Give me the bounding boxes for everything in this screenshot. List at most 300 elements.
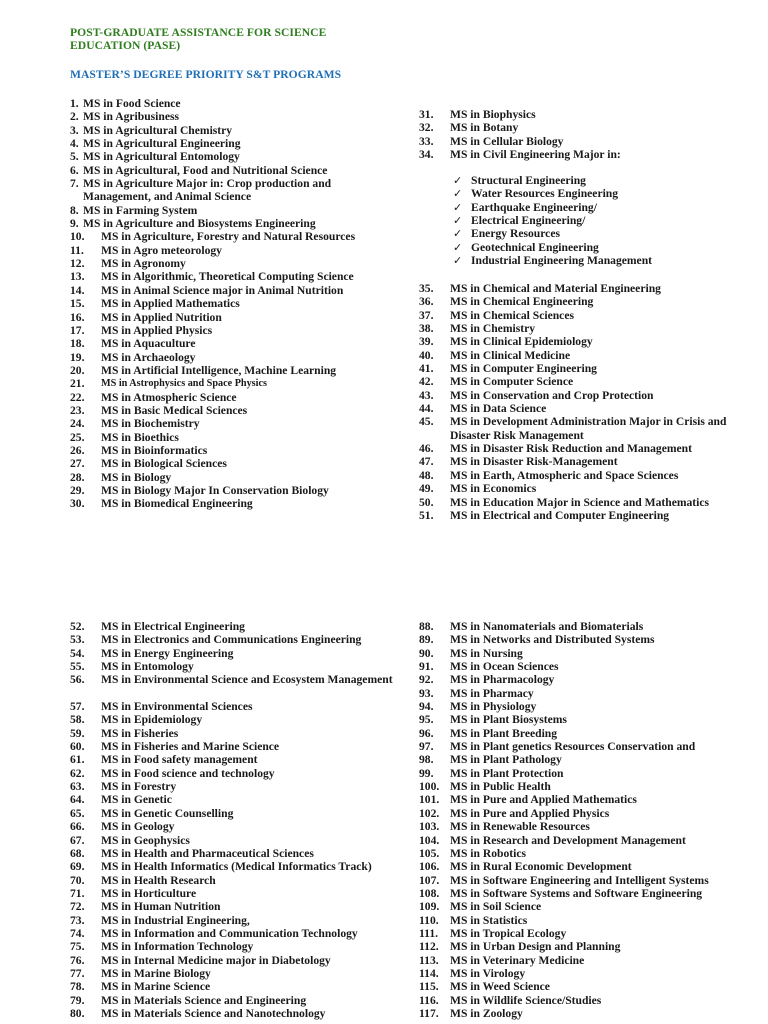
program-name: MS in Agricultural Chemistry xyxy=(83,123,233,137)
program-item xyxy=(70,967,400,980)
program-item xyxy=(419,900,749,913)
program-item xyxy=(70,673,400,700)
program-name: MS in Electronics and Communications Engineering xyxy=(101,633,362,647)
program-name: MS in Horticulture xyxy=(101,886,197,900)
program-item xyxy=(70,217,410,230)
checkmark-icon: ✓ xyxy=(453,174,463,187)
program-item xyxy=(419,389,749,402)
program-number: 91. xyxy=(419,660,434,674)
program-number: 41. xyxy=(419,362,434,376)
program-item xyxy=(70,887,400,900)
program-item xyxy=(419,994,749,1007)
program-item xyxy=(419,967,749,980)
program-item xyxy=(70,337,410,350)
program-item xyxy=(419,980,749,993)
program-number: 64. xyxy=(70,793,85,807)
program-number: 56. xyxy=(70,673,85,687)
civil-major-name: Earthquake Engineering/ xyxy=(471,200,597,214)
program-number: 42. xyxy=(419,375,434,389)
program-name: MS in Geophysics xyxy=(101,833,190,847)
checkmark-icon: ✓ xyxy=(453,227,463,241)
program-name: MS in Statistics xyxy=(450,913,528,927)
program-name: MS in Nursing xyxy=(450,646,523,660)
program-item xyxy=(419,713,749,726)
program-number: 16. xyxy=(70,310,85,324)
civil-major-item xyxy=(453,241,753,254)
program-number: 49. xyxy=(419,482,434,496)
civil-major-item xyxy=(453,174,753,187)
program-number: 51. xyxy=(419,508,434,522)
program-item xyxy=(419,415,749,442)
program-item xyxy=(419,295,749,308)
program-item xyxy=(70,417,410,430)
program-name: MS in Weed Science xyxy=(450,980,550,994)
program-item xyxy=(70,914,400,927)
program-name: MS in Epidemiology xyxy=(101,713,203,727)
program-number: 53. xyxy=(70,633,85,647)
program-item xyxy=(70,324,410,337)
program-name: MS in Electrical Engineering xyxy=(101,620,245,633)
program-number: 88. xyxy=(419,620,434,633)
program-number: 24. xyxy=(70,417,85,431)
program-number: 25. xyxy=(70,430,85,444)
program-name: MS in Tropical Ecology xyxy=(450,926,567,940)
program-name: MS in Energy Engineering xyxy=(101,646,234,660)
program-item xyxy=(419,496,749,509)
program-name: MS in Farming System xyxy=(83,203,198,217)
program-item xyxy=(70,110,410,123)
program-item xyxy=(419,633,749,646)
program-number: 62. xyxy=(70,766,85,780)
program-item xyxy=(419,335,749,348)
program-item xyxy=(419,887,749,900)
program-name: MS in Agricultural Entomology xyxy=(83,150,240,164)
checkmark-icon: ✓ xyxy=(453,187,463,201)
program-name: MS in Renewable Resources xyxy=(450,820,590,834)
program-name: MS in Economics xyxy=(450,482,537,496)
program-number: 115. xyxy=(419,980,439,994)
program-number: 18. xyxy=(70,337,85,351)
program-item xyxy=(419,349,749,362)
program-item xyxy=(70,471,410,484)
program-number: 109. xyxy=(419,900,440,914)
program-number: 36. xyxy=(419,295,434,309)
program-item xyxy=(70,484,410,497)
program-name: MS in Applied Physics xyxy=(101,323,213,337)
program-item xyxy=(70,740,400,753)
program-list-col2b xyxy=(419,282,749,522)
program-item xyxy=(70,780,400,793)
program-item xyxy=(419,469,749,482)
program-item xyxy=(70,270,410,283)
program-number: 45. xyxy=(419,415,434,429)
program-name: MS in Plant Pathology xyxy=(450,753,562,767)
program-name: MS in Chemical and Material Engineering xyxy=(450,282,661,295)
program-name: MS in Chemical Sciences xyxy=(450,308,574,322)
program-number: 75. xyxy=(70,940,85,954)
program-item xyxy=(419,940,749,953)
program-item xyxy=(70,767,400,780)
program-name: MS in Bioethics xyxy=(101,430,179,444)
program-item xyxy=(419,375,749,388)
program-name: MS in Fisheries and Marine Science xyxy=(101,740,280,754)
program-number: 72. xyxy=(70,900,85,914)
program-name: MS in Forestry xyxy=(101,780,177,794)
program-name: MS in Botany xyxy=(450,121,519,135)
program-item xyxy=(419,820,749,833)
program-name: MS in Materials Science and Engineering xyxy=(101,993,307,1007)
program-item xyxy=(70,497,410,510)
program-item xyxy=(70,124,410,137)
program-item xyxy=(419,620,749,633)
program-item xyxy=(419,121,749,134)
program-item xyxy=(70,404,410,417)
program-item xyxy=(70,377,410,390)
program-name: MS in Computer Science xyxy=(450,375,574,389)
section-heading: MASTER’S DEGREE PRIORITY S&T PROGRAMS xyxy=(70,68,342,81)
program-number: 70. xyxy=(70,873,85,887)
program-number: 35. xyxy=(419,282,434,295)
program-name: MS in Pharmacy xyxy=(450,686,534,700)
program-item xyxy=(70,860,400,873)
program-name: MS in Agribusiness xyxy=(83,110,179,124)
program-item xyxy=(70,150,410,163)
program-name: MS in Agricultural Engineering xyxy=(83,137,241,151)
program-name: MS in Health and Pharmaceutical Sciences xyxy=(101,846,314,860)
program-item xyxy=(70,900,400,913)
program-number: 116. xyxy=(419,993,439,1007)
program-name: MS in Biomedical Engineering xyxy=(101,497,253,511)
program-number: 3. xyxy=(70,123,79,137)
program-number: 94. xyxy=(419,700,434,714)
program-name: MS in Information and Communication Technology xyxy=(101,926,358,940)
program-number: 79. xyxy=(70,993,85,1007)
program-number: 71. xyxy=(70,886,85,900)
program-name: MS in Civil Engineering Major in: xyxy=(450,148,621,162)
program-number: 15. xyxy=(70,297,85,311)
program-item xyxy=(70,297,410,310)
program-number: 99. xyxy=(419,766,434,780)
program-name: MS in Astrophysics and Space Physics xyxy=(101,378,267,390)
program-number: 69. xyxy=(70,860,85,874)
checkmark-icon: ✓ xyxy=(453,254,463,268)
program-name: MS in Biochemistry xyxy=(101,417,200,431)
program-name: MS in Earth, Atmospheric and Space Sciences xyxy=(450,468,679,482)
program-number: 32. xyxy=(419,121,434,135)
program-item xyxy=(70,311,410,324)
program-number: 105. xyxy=(419,846,440,860)
program-item xyxy=(70,633,400,646)
program-name: MS in Data Science xyxy=(450,402,547,416)
civil-major-item xyxy=(453,201,753,214)
program-name: MS in Health Informatics (Medical Informatics Track) xyxy=(101,860,372,874)
program-name: MS in Artificial Intelligence, Machine Learning xyxy=(101,363,337,377)
program-item xyxy=(419,767,749,780)
program-name: MS in Public Health xyxy=(450,780,551,794)
program-name: MS in Robotics xyxy=(450,846,527,860)
program-item xyxy=(419,282,749,295)
program-name: MS in Disaster Risk-Management xyxy=(450,455,618,469)
program-number: 19. xyxy=(70,350,85,364)
program-name: MS in Food safety management xyxy=(101,753,258,767)
program-number: 14. xyxy=(70,283,85,297)
program-number: 77. xyxy=(70,966,85,980)
program-number: 96. xyxy=(419,726,434,740)
program-item xyxy=(419,1007,749,1020)
civil-major-name: Energy Resources xyxy=(471,227,560,241)
program-item xyxy=(70,820,400,833)
program-name: MS in Education Major in Science and Mathematics xyxy=(450,495,710,509)
program-item xyxy=(70,954,400,967)
program-number: 48. xyxy=(419,468,434,482)
program-number: 57. xyxy=(70,700,85,714)
program-item xyxy=(70,807,400,820)
program-item xyxy=(419,509,749,522)
program-name: MS in Veterinary Medicine xyxy=(450,953,585,967)
program-name: MS in Conservation and Crop Protection xyxy=(450,388,654,402)
program-number: 58. xyxy=(70,713,85,727)
program-number: 78. xyxy=(70,980,85,994)
program-list-col3 xyxy=(70,620,400,1020)
program-name: MS in Biophysics xyxy=(450,108,536,121)
program-item xyxy=(70,927,400,940)
program-name: MS in Information Technology xyxy=(101,940,254,954)
program-name: MS in Genetic Counselling xyxy=(101,806,234,820)
program-name: MS in Virology xyxy=(450,966,526,980)
program-item xyxy=(419,322,749,335)
program-number: 7. xyxy=(70,177,79,191)
program-number: 20. xyxy=(70,363,85,377)
program-item xyxy=(70,713,400,726)
program-number: 68. xyxy=(70,846,85,860)
program-name: MS in Networks and Distributed Systems xyxy=(450,633,655,647)
program-number: 106. xyxy=(419,860,440,874)
program-item xyxy=(419,927,749,940)
program-number: 59. xyxy=(70,726,85,740)
program-number: 28. xyxy=(70,470,85,484)
program-list-col1 xyxy=(70,97,410,511)
program-number: 98. xyxy=(419,753,434,767)
program-item xyxy=(419,807,749,820)
program-item xyxy=(70,97,410,110)
program-number: 101. xyxy=(419,793,440,807)
program-number: 104. xyxy=(419,833,440,847)
program-number: 29. xyxy=(70,483,85,497)
program-number: 108. xyxy=(419,886,440,900)
program-name: MS in Biology Major In Conservation Biology xyxy=(101,483,329,497)
program-number: 31. xyxy=(419,108,434,121)
program-number: 103. xyxy=(419,820,440,834)
civil-majors-list xyxy=(453,174,753,267)
program-name: MS in Agriculture and Biosystems Engineering xyxy=(83,217,316,231)
program-item xyxy=(419,660,749,673)
program-item xyxy=(419,874,749,887)
program-item xyxy=(419,148,749,161)
checkmark-icon: ✓ xyxy=(453,214,463,228)
program-item xyxy=(419,860,749,873)
program-number: 6. xyxy=(70,163,79,177)
program-name: MS in Pure and Applied Physics xyxy=(450,806,610,820)
program-number: 92. xyxy=(419,673,434,687)
program-number: 33. xyxy=(419,134,434,148)
program-item xyxy=(70,793,400,806)
program-item xyxy=(70,244,410,257)
program-number: 13. xyxy=(70,270,85,284)
program-item xyxy=(70,457,410,470)
program-number: 8. xyxy=(70,203,79,217)
program-item xyxy=(70,753,400,766)
program-number: 76. xyxy=(70,953,85,967)
program-item xyxy=(419,753,749,766)
program-name: MS in Basic Medical Sciences xyxy=(101,403,248,417)
program-name: MS in Agriculture Major in: Crop production and Management, and Animal Science xyxy=(83,177,332,204)
program-name: MS in Materials Science and Nanotechnology xyxy=(101,1006,326,1020)
program-item xyxy=(70,647,400,660)
program-number: 4. xyxy=(70,137,79,151)
program-number: 34. xyxy=(419,148,434,162)
program-item xyxy=(70,391,410,404)
civil-major-name: Geotechnical Engineering xyxy=(471,240,599,254)
program-name: MS in Nanomaterials and Biomaterials xyxy=(450,620,644,633)
civil-major-item xyxy=(453,214,753,227)
program-name: MS in Electrical and Computer Engineering xyxy=(450,508,670,522)
program-name: MS in Plant Biosystems xyxy=(450,713,567,727)
program-name: MS in Plant Breeding xyxy=(450,726,558,740)
program-item xyxy=(70,834,400,847)
program-name: MS in Soil Science xyxy=(450,900,542,914)
program-name: MS in Cellular Biology xyxy=(450,134,564,148)
document-title: POST-GRADUATE ASSISTANCE FOR SCIENCE EDUCATION (PASE) xyxy=(70,26,327,53)
program-number: 114. xyxy=(419,966,439,980)
program-number: 5. xyxy=(70,150,79,164)
program-item xyxy=(70,257,410,270)
program-item xyxy=(70,444,410,457)
program-number: 9. xyxy=(70,217,79,231)
program-list-col4 xyxy=(419,620,749,1020)
program-item xyxy=(70,284,410,297)
program-item xyxy=(419,954,749,967)
program-item xyxy=(419,673,749,686)
civil-major-name: Water Resources Engineering xyxy=(471,187,619,201)
program-number: 113. xyxy=(419,953,439,967)
program-name: MS in Agricultural, Food and Nutritional Science xyxy=(83,163,328,177)
program-item xyxy=(419,914,749,927)
program-name: MS in Biology xyxy=(101,470,172,484)
program-number: 37. xyxy=(419,308,434,322)
program-number: 100. xyxy=(419,780,440,794)
program-number: 50. xyxy=(419,495,434,509)
program-name: MS in Disaster Risk Reduction and Management xyxy=(450,442,692,456)
program-number: 66. xyxy=(70,820,85,834)
program-name: MS in Human Nutrition xyxy=(101,900,221,914)
program-name: MS in Fisheries xyxy=(101,726,179,740)
program-name: MS in Chemistry xyxy=(450,322,536,336)
program-number: 60. xyxy=(70,740,85,754)
program-number: 21. xyxy=(70,377,85,391)
program-name: MS in Health Research xyxy=(101,873,216,887)
program-number: 30. xyxy=(70,497,85,511)
program-item xyxy=(70,847,400,860)
program-item xyxy=(70,660,400,673)
program-number: 17. xyxy=(70,323,85,337)
checkmark-icon: ✓ xyxy=(453,240,463,254)
program-number: 117. xyxy=(419,1006,439,1020)
program-name: MS in Environmental Science and Ecosystem Management xyxy=(101,673,393,687)
program-name: MS in Marine Biology xyxy=(101,966,211,980)
program-name: MS in Industrial Engineering, xyxy=(101,913,250,927)
program-name: MS in Agriculture, Forestry and Natural Resources xyxy=(101,230,356,244)
program-number: 54. xyxy=(70,646,85,660)
program-name: MS in Chemical Engineering xyxy=(450,295,594,309)
program-number: 23. xyxy=(70,403,85,417)
program-number: 95. xyxy=(419,713,434,727)
program-item xyxy=(70,994,400,1007)
program-number: 90. xyxy=(419,646,434,660)
program-item xyxy=(419,362,749,375)
program-item xyxy=(70,137,410,150)
program-name: MS in Software Systems and Software Engineering xyxy=(450,886,703,900)
program-name: MS in Research and Development Management xyxy=(450,833,686,847)
checkmark-icon: ✓ xyxy=(453,200,463,214)
program-item xyxy=(419,442,749,455)
program-item xyxy=(70,727,400,740)
program-name: MS in Plant Protection xyxy=(450,766,564,780)
civil-major-item xyxy=(453,227,753,240)
program-item xyxy=(70,364,410,377)
program-item xyxy=(419,700,749,713)
program-item xyxy=(70,874,400,887)
program-item xyxy=(70,204,410,217)
program-number: 89. xyxy=(419,633,434,647)
program-number: 47. xyxy=(419,455,434,469)
program-number: 40. xyxy=(419,348,434,362)
program-name: MS in Geology xyxy=(101,820,175,834)
program-item xyxy=(419,647,749,660)
program-name: MS in Aquaculture xyxy=(101,337,196,351)
program-item xyxy=(70,431,410,444)
civil-major-name: Industrial Engineering Management xyxy=(471,254,652,268)
program-number: 44. xyxy=(419,402,434,416)
program-name: MS in Development Administration Major in Crisis and Disaster Risk Management xyxy=(450,415,727,442)
program-name: MS in Agro meteorology xyxy=(101,243,222,257)
program-number: 93. xyxy=(419,686,434,700)
program-number: 97. xyxy=(419,740,434,754)
program-name: MS in Environmental Sciences xyxy=(101,700,253,714)
program-item xyxy=(419,135,749,148)
program-name: MS in Applied Nutrition xyxy=(101,310,222,324)
program-item xyxy=(70,940,400,953)
program-name: MS in Software Engineering and Intelligent Systems xyxy=(450,873,709,887)
program-item xyxy=(70,1007,400,1020)
program-name: MS in Internal Medicine major in Diabetology xyxy=(101,953,331,967)
program-number: 61. xyxy=(70,753,85,767)
program-name: MS in Marine Science xyxy=(101,980,211,994)
program-item xyxy=(419,727,749,740)
program-list-col2 xyxy=(419,108,749,161)
program-name: MS in Computer Engineering xyxy=(450,362,597,376)
program-number: 26. xyxy=(70,443,85,457)
program-name: MS in Food Science xyxy=(83,97,181,110)
program-item xyxy=(419,834,749,847)
program-name: MS in Urban Design and Planning xyxy=(450,940,621,954)
program-number: 73. xyxy=(70,913,85,927)
program-name: MS in Biological Sciences xyxy=(101,457,227,471)
program-item xyxy=(419,482,749,495)
program-name: MS in Bioinformatics xyxy=(101,443,208,457)
program-number: 1. xyxy=(70,97,79,110)
program-number: 112. xyxy=(419,940,439,954)
program-number: 43. xyxy=(419,388,434,402)
